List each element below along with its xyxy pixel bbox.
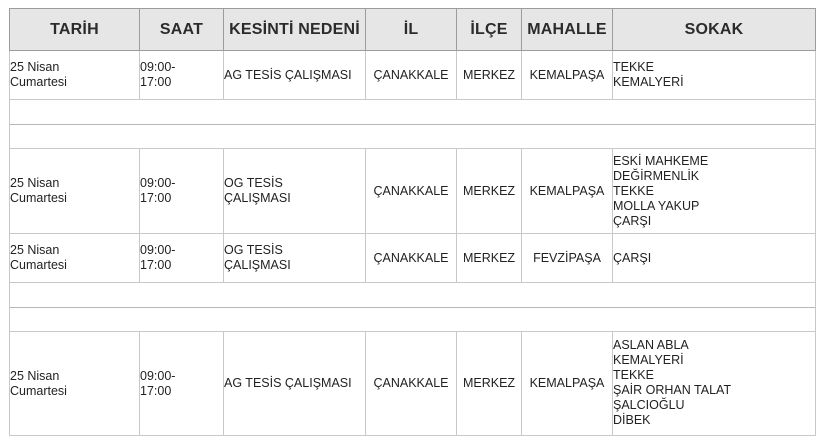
time-start: 09:00-	[140, 243, 176, 257]
streets-cell	[613, 332, 816, 436]
time-start: 09:00-	[140, 176, 176, 190]
neighborhood-cell: KEMALPAŞA	[522, 51, 613, 100]
city-cell: ÇANAKKALE	[366, 51, 457, 100]
date-weekday: Cumartesi	[10, 258, 67, 272]
time-end: 17:00	[140, 191, 172, 205]
separator-line	[10, 124, 815, 125]
date-weekday: Cumartesi	[10, 383, 67, 398]
reason-cell	[224, 149, 366, 234]
reason-cell	[224, 234, 366, 283]
date-day: 25 Nisan	[10, 60, 60, 74]
city-cell: ÇANAKKALE	[366, 234, 457, 283]
reason-text: AG TESİS ÇALIŞMASI	[224, 376, 352, 390]
city-cell: ÇANAKKALE	[366, 149, 457, 234]
street-name: TEKKE	[613, 60, 654, 74]
reason-cell	[224, 332, 366, 436]
street-name: ÇARŞI	[613, 250, 652, 265]
streets-cell	[613, 149, 816, 234]
neighborhood-cell: KEMALPAŞA	[522, 149, 613, 234]
city-cell: ÇANAKKALE	[366, 332, 457, 436]
date-day: 25 Nisan	[10, 368, 60, 383]
time-end: 17:00	[140, 383, 172, 398]
district-cell: MERKEZ	[457, 51, 522, 100]
date-cell	[10, 332, 140, 436]
separator-cell	[10, 283, 816, 332]
date-weekday: Cumartesi	[10, 75, 67, 89]
street-name: TEKKE	[613, 368, 654, 382]
separator-row	[10, 283, 816, 332]
date-cell	[10, 149, 140, 234]
table-row	[10, 51, 816, 100]
header-street: SOKAK	[613, 9, 816, 51]
time-end: 17:00	[140, 75, 172, 89]
table-row	[10, 234, 816, 283]
neighborhood-cell: FEVZİPAŞA	[522, 234, 613, 283]
power-outage-table	[9, 8, 816, 436]
time-start: 09:00-	[140, 368, 176, 383]
table-header-row	[10, 9, 816, 51]
district-cell: MERKEZ	[457, 234, 522, 283]
separator-row	[10, 100, 816, 149]
reason-text: ÇALIŞMASI	[224, 258, 291, 272]
street-name: KEMALYERİ	[613, 75, 684, 89]
reason-text: ÇALIŞMASI	[224, 191, 291, 205]
time-cell	[140, 332, 224, 436]
separator-cell	[10, 100, 816, 149]
street-name: DEĞİRMENLİK	[613, 168, 700, 183]
reason-text: OG TESİS	[224, 176, 283, 190]
time-cell	[140, 51, 224, 100]
street-name: ŞAİR ORHAN TALAT	[613, 383, 732, 397]
neighborhood-cell: KEMALPAŞA	[522, 332, 613, 436]
date-weekday: Cumartesi	[10, 191, 67, 205]
street-name: ŞALCIOĞLU	[613, 398, 685, 412]
street-name: DİBEK	[613, 413, 651, 427]
street-name: ASLAN ABLA	[613, 338, 689, 352]
street-name: ESKİ MAHKEME	[613, 153, 709, 168]
reason-cell	[224, 51, 366, 100]
district-cell: MERKEZ	[457, 149, 522, 234]
time-end: 17:00	[140, 258, 172, 272]
reason-text: OG TESİS	[224, 243, 283, 257]
time-cell	[140, 149, 224, 234]
header-time: SAAT	[140, 9, 224, 51]
time-cell	[140, 234, 224, 283]
table-row	[10, 149, 816, 234]
header-neighborhood: MAHALLE	[522, 9, 613, 51]
street-name: KEMALYERİ	[613, 353, 684, 367]
table-row	[10, 332, 816, 436]
street-name: TEKKE	[613, 183, 654, 198]
street-name: ÇARŞI	[613, 213, 652, 228]
street-name: MOLLA YAKUP	[613, 198, 700, 213]
header-district: İLÇE	[457, 9, 522, 51]
reason-text: AG TESİS ÇALIŞMASI	[224, 67, 352, 82]
header-city: İL	[366, 9, 457, 51]
separator-line	[10, 307, 815, 308]
header-date: TARİH	[10, 9, 140, 51]
date-cell	[10, 51, 140, 100]
district-cell: MERKEZ	[457, 332, 522, 436]
date-day: 25 Nisan	[10, 243, 60, 257]
time-start: 09:00-	[140, 60, 176, 74]
streets-cell	[613, 234, 816, 283]
date-cell	[10, 234, 140, 283]
header-reason: KESİNTİ NEDENİ	[224, 9, 366, 51]
date-day: 25 Nisan	[10, 176, 60, 190]
streets-cell	[613, 51, 816, 100]
